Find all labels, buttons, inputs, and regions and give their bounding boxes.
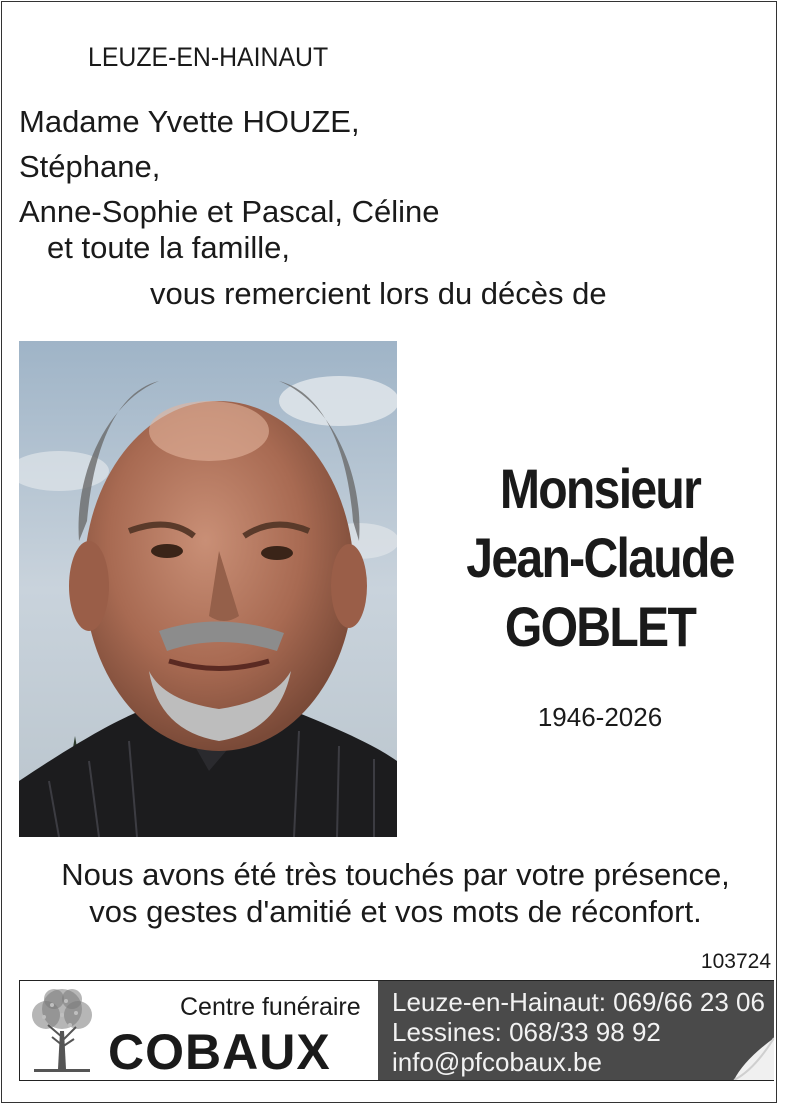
deceased-last-name: GOBLET [504, 595, 696, 658]
contact-email[interactable]: info@pfcobaux.be [392, 1047, 602, 1077]
funeral-home-banner [19, 980, 774, 1081]
thanks-line-1: Nous avons été très touchés par votre présence, [61, 857, 730, 892]
family-line-5: vous remercient lors du décès de [150, 276, 607, 311]
deceased-title: Monsieur [499, 457, 701, 520]
thanks-line-2: vos gestes d'amitié et vos mots de réconfort. [89, 894, 702, 929]
funeral-home-tagline: Centre funéraire [180, 993, 361, 1021]
portrait-photo [19, 341, 397, 837]
contact-leuze: Leuze-en-Hainaut: 069/66 23 06 [392, 987, 765, 1017]
tree-logo-icon [24, 985, 100, 1077]
reference-number: 103724 [700, 950, 771, 973]
family-line-2: Stéphane, [19, 149, 161, 184]
funeral-home-name: COBAUX [108, 1024, 331, 1080]
deceased-first-name: Jean-Claude [466, 526, 734, 589]
city-heading: LEUZE-EN-HAINAUT [88, 42, 329, 72]
contact-lessines: Lessines: 068/33 98 92 [392, 1017, 661, 1047]
family-line-3: Anne-Sophie et Pascal, Céline [19, 194, 440, 229]
funeral-home-contacts [378, 981, 774, 1080]
family-line-1: Madame Yvette HOUZE, [19, 104, 360, 139]
page-curl-icon [724, 1030, 774, 1080]
family-line-4: et toute la famille, [47, 230, 290, 265]
life-years: 1946-2026 [537, 702, 663, 732]
funeral-home-logo-area [20, 981, 378, 1080]
